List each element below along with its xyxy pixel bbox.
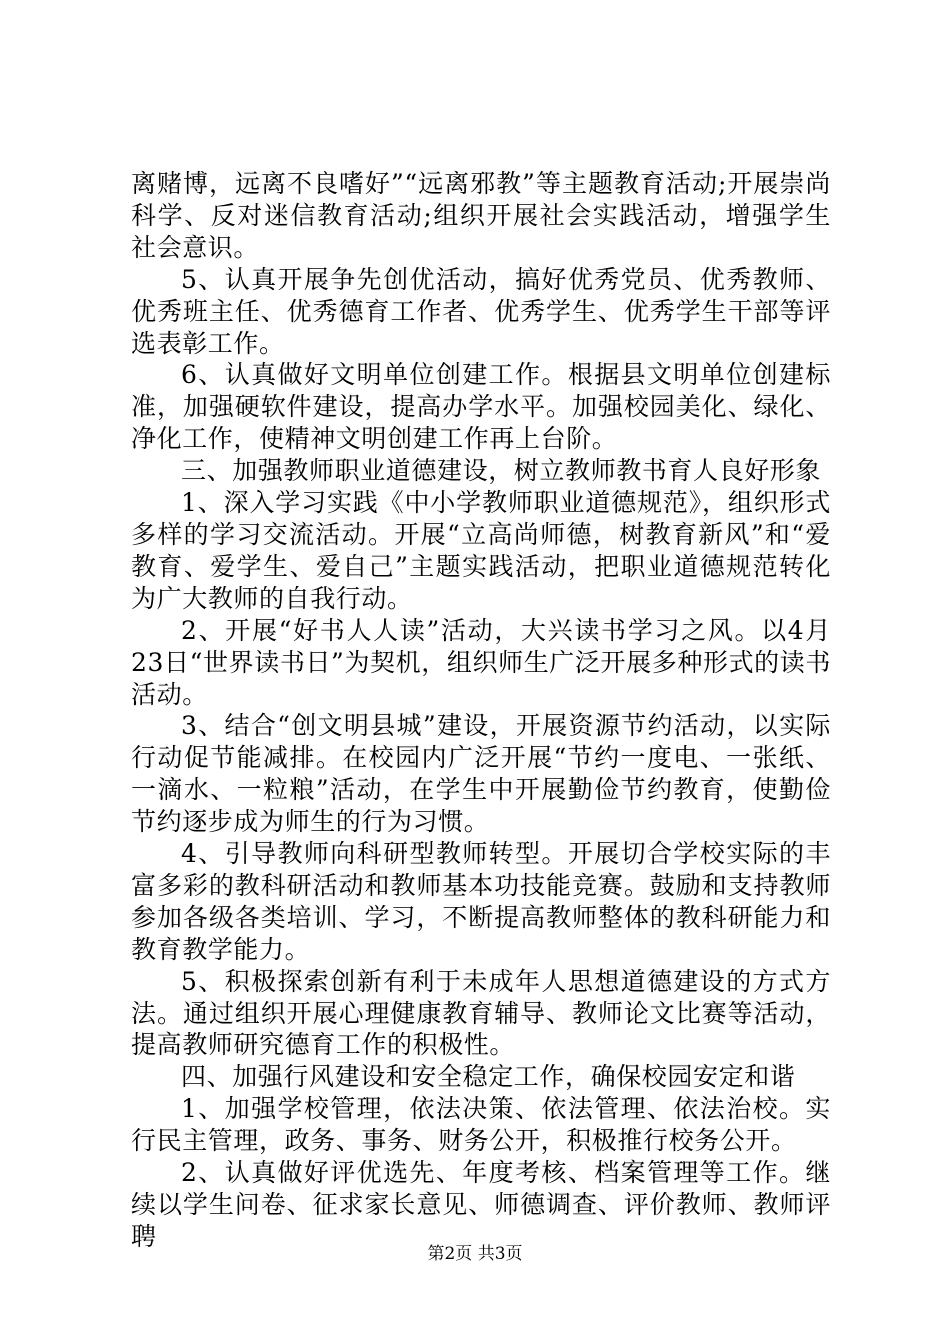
paragraph: 2、认真做好评优选先、年度考核、档案管理等工作。继续以学生问卷、征求家长意见、师德调查、评价教师、教师评聘	[131, 1158, 831, 1251]
paragraph: 5、积极探索创新有利于未成年人思想道德建设的方式方法。通过组织开展心理健康教育辅导、教师论文比赛等活动，提高教师研究德育工作的积极性。	[131, 966, 831, 1060]
paragraph: 5、认真开展争先创优活动，搞好优秀党员、优秀教师、优秀班主任、优秀德育工作者、优秀学生、优秀学生干部等评选表彰工作。	[131, 264, 831, 358]
document-body	[131, 168, 831, 1253]
paragraph: 2、开展“好书人人读”活动，大兴读书学习之风。以4月23日“世界读书日”为契机，组织师生广泛开展多种形式的读书活动。	[131, 615, 831, 709]
paragraph: 1、深入学习实践《中小学教师职业道德规范》，组织形式多样的学习交流活动。开展“立高尚师德，树教育新风”和“爱教育、爱学生、爱自己”主题实践活动，把职业道德规范转化为广大教师的自我行动。	[131, 488, 831, 613]
page-footer: 第2页 共3页	[427, 1244, 523, 1264]
paragraph: 4、引导教师向科研型教师转型。开展切合学校实际的丰富多彩的教科研活动和教师基本功技能竞赛。鼓励和支持教师参加各级各类培训、学习，不断提高教师整体的教科研能力和教育教学能力。	[131, 839, 831, 964]
paragraph: 离赌博，远离不良嗜好”“远离邪教”等主题教育活动;开展崇尚科学、反对迷信教育活动;组织开展社会实践活动，增强学生社会意识。	[131, 169, 831, 262]
section-heading: 三、加强教师职业道德建设，树立教师教书育人良好形象	[181, 456, 822, 486]
paragraph: 6、认真做好文明单位创建工作。根据县文明单位创建标准，加强硬软件建设，提高办学水平。加强校园美化、绿化、净化工作，使精神文明创建工作再上台阶。	[131, 360, 831, 454]
section-heading: 四、加强行风建设和安全稳定工作，确保校园安定和谐	[181, 1062, 796, 1092]
paragraph: 3、结合“创文明县城”建设，开展资源节约活动，以实际行动促节能减排。在校园内广泛开展“节约一度电、一张纸、一滴水、一粒粮”活动，在学生中开展勤俭节约教育，使勤俭节约逐步成为师生的行为习惯。	[131, 711, 831, 837]
paragraph: 1、加强学校管理，依法决策、依法管理、依法治校。实行民主管理，政务、事务、财务公开，积极推行校务公开。	[131, 1094, 831, 1156]
